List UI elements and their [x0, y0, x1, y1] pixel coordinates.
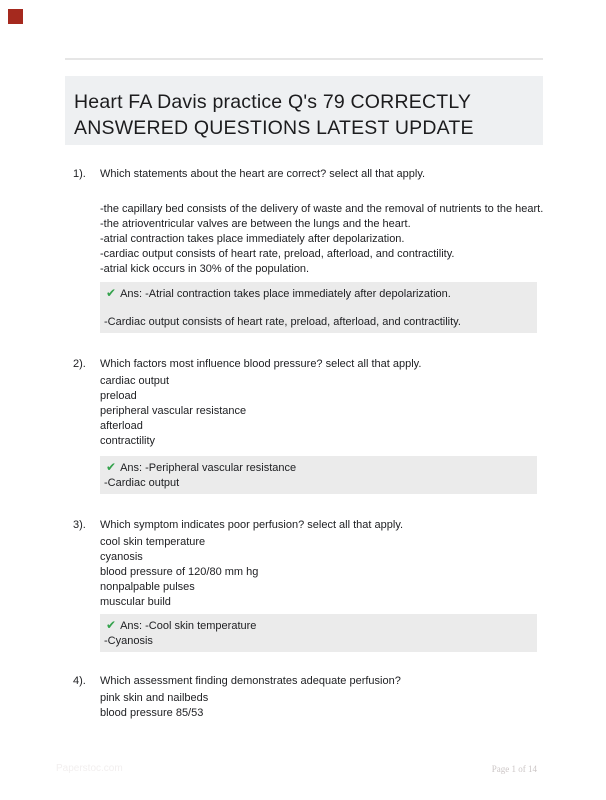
check-icon: ✔	[106, 618, 117, 632]
watermark: Paperstoc.com	[56, 763, 123, 774]
option: preload	[100, 390, 137, 402]
question-2-options	[100, 374, 586, 449]
question-4-text: Which assessment finding demonstrates adequate perfusion?	[100, 675, 401, 687]
answer-line: -Cardiac output consists of heart rate, preload, afterload, and contractility.	[104, 316, 461, 328]
option: cool skin temperature	[100, 536, 206, 548]
option: nonpalpable pulses	[100, 581, 195, 593]
option: cyanosis	[100, 551, 143, 563]
question-1-options	[100, 202, 586, 277]
check-icon: ✔	[106, 286, 117, 300]
option: -atrial kick occurs in 30% of the population.	[100, 263, 310, 275]
header-divider	[65, 58, 543, 60]
option: peripheral vascular resistance	[100, 405, 247, 417]
question-2-text: Which factors most influence blood pressure? select all that apply.	[100, 358, 422, 370]
answer-box-2	[100, 456, 537, 494]
option: cardiac output	[100, 375, 170, 387]
answer-box-1	[100, 282, 537, 333]
question-3-number: 3).	[73, 519, 86, 531]
question-4-options	[100, 691, 586, 721]
question-3-text: Which symptom indicates poor perfusion? select all that apply.	[100, 519, 404, 531]
option: blood pressure of 120/80 mm hg	[100, 566, 259, 578]
option: -atrial contraction takes place immediately after depolarization.	[100, 233, 405, 245]
option: -the atrioventricular valves are between the lungs and the heart.	[100, 218, 411, 230]
question-3	[73, 518, 586, 652]
question-2-number: 2).	[73, 358, 86, 370]
question-2	[73, 357, 586, 494]
option: blood pressure 85/53	[100, 707, 204, 719]
answer-line: Ans: -Atrial contraction takes place immediately after depolarization.	[120, 288, 451, 300]
question-4-number: 4).	[73, 675, 86, 687]
page-title-line-2: ANSWERED QUESTIONS LATEST UPDATE	[74, 117, 474, 139]
answer-line: -Cardiac output	[104, 477, 180, 489]
page-title-line-1: Heart FA Davis practice Q's 79 CORRECTLY	[74, 91, 472, 113]
answer-line: Ans: -Peripheral vascular resistance	[120, 462, 297, 474]
option: contractility	[100, 435, 156, 447]
option: muscular build	[100, 596, 171, 608]
option: afterload	[100, 420, 143, 432]
answer-line: -Cyanosis	[104, 635, 153, 647]
corner-marker	[8, 9, 23, 24]
question-3-options	[100, 535, 586, 610]
answer-blank-line	[104, 302, 529, 315]
page-number: Page 1 of 14	[491, 764, 537, 774]
question-1-number: 1).	[73, 168, 86, 180]
question-1	[73, 167, 586, 333]
option: pink skin and nailbeds	[100, 692, 209, 704]
answer-line: Ans: -Cool skin temperature	[120, 620, 257, 632]
question-1-text: Which statements about the heart are correct? select all that apply.	[100, 168, 426, 180]
document-title-block	[65, 76, 543, 145]
answer-box-3	[100, 614, 537, 652]
check-icon: ✔	[106, 460, 117, 474]
option: -the capillary bed consists of the delivery of waste and the removal of nutrients to the heart.	[100, 203, 544, 215]
question-4	[73, 674, 586, 721]
option: -cardiac output consists of heart rate, preload, afterload, and contractility.	[100, 248, 455, 260]
